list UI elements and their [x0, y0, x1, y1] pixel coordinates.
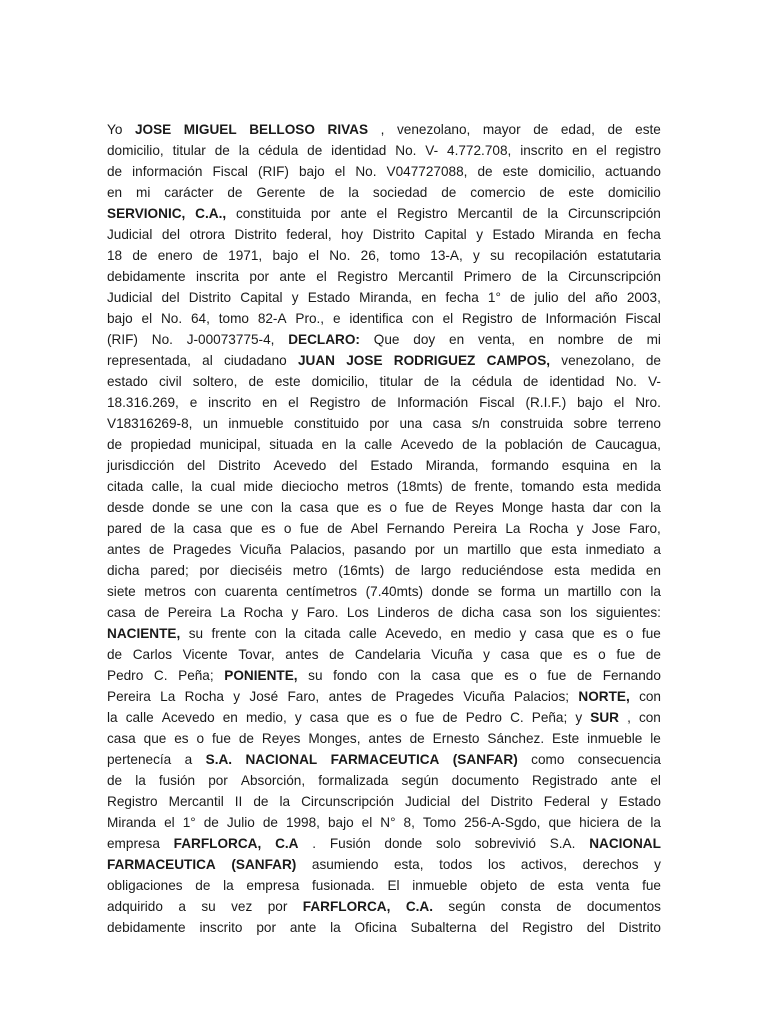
document-line: citada calle, la cual mide dieciocho metros (18mts) de frente, tomando esta medida — [107, 479, 661, 494]
document-line: pertenecía a S.A. NACIONAL FARMACEUTICA (SANFAR) como consecuencia — [107, 752, 661, 767]
document-line: NACIENTE, su frente con la citada calle Acevedo, en medio y casa que es o fue — [107, 626, 661, 641]
document-line: V18316269-8, un inmueble constituido por una casa s/n construida sobre terreno — [107, 416, 661, 431]
document-line: Yo JOSE MIGUEL BELLOSO RIVAS , venezolano, mayor de edad, de este — [107, 122, 661, 137]
document-line: de Carlos Vicente Tovar, antes de Candelaria Vicuña y casa que es o fue de — [107, 647, 661, 662]
document-line: de información Fiscal (RIF) bajo el No. V047727088, de este domicilio, actuando — [107, 164, 661, 179]
document-line: antes de Pragedes Vicuña Palacios, pasando por un martillo que esta inmediato a — [107, 542, 661, 557]
document-line: Judicial del Distrito Capital y Estado Miranda, en fecha 1° de julio del año 2003, — [107, 290, 661, 305]
document-line: debidamente inscrita por ante el Registro Mercantil Primero de la Circunscripción — [107, 269, 661, 284]
document-line: Judicial del otrora Distrito federal, hoy Distrito Capital y Estado Miranda en fecha — [107, 227, 661, 242]
document-line: bajo el No. 64, tomo 82-A Pro., e identifica con el Registro de Información Fiscal — [107, 311, 661, 326]
document-line: SERVIONIC, C.A., constituida por ante el Registro Mercantil de la Circunscripción — [107, 206, 661, 221]
document-line: casa que es o fue de Reyes Monges, antes de Ernesto Sánchez. Este inmueble le — [107, 731, 661, 746]
document-line: adquirido a su vez por FARFLORCA, C.A. según consta de documentos — [107, 899, 661, 914]
document-line: Miranda el 1° de Julio de 1998, bajo el N° 8, Tomo 256-A-Sgdo, que hiciera de la — [107, 815, 661, 830]
document-line: de la fusión por Absorción, formalizada según documento Registrado ante el — [107, 773, 661, 788]
document-line: de propiedad municipal, situada en la calle Acevedo de la población de Caucagua, — [107, 437, 661, 452]
document-line: FARMACEUTICA (SANFAR) asumiendo esta, todos los activos, derechos y — [107, 857, 661, 872]
document-line: debidamente inscrito por ante la Oficina Subalterna del Registro del Distrito — [107, 920, 661, 935]
document-line: empresa FARFLORCA, C.A . Fusión donde solo sobrevivió S.A. NACIONAL — [107, 836, 661, 851]
document-line: Pereira La Rocha y José Faro, antes de Pragedes Vicuña Palacios; NORTE, con — [107, 689, 661, 704]
document-line: estado civil soltero, de este domicilio, titular de la cédula de identidad No. V- — [107, 374, 661, 389]
document-body — [107, 119, 661, 938]
document-line: dicha pared; por dieciséis metro (16mts) de largo reduciéndose esta medida en — [107, 563, 661, 578]
document-line: jurisdicción del Distrito Acevedo del Estado Miranda, formando esquina en la — [107, 458, 661, 473]
document-line: casa de Pereira La Rocha y Faro. Los Linderos de dicha casa son los siguientes: — [107, 605, 661, 620]
document-line: desde donde se une con la casa que es o fue de Reyes Monge hasta dar con la — [107, 500, 661, 515]
document-line: 18 de enero de 1971, bajo el No. 26, tomo 13-A, y su recopilación estatutaria — [107, 248, 661, 263]
document-line: Registro Mercantil II de la Circunscripción Judicial del Distrito Federal y Estado — [107, 794, 661, 809]
document-line: obligaciones de la empresa fusionada. El inmueble objeto de esta venta fue — [107, 878, 661, 893]
document-line: representada, al ciudadano JUAN JOSE RODRIGUEZ CAMPOS, venezolano, de — [107, 353, 661, 368]
document-line: domicilio, titular de la cédula de identidad No. V- 4.772.708, inscrito en el registro — [107, 143, 661, 158]
document-line: en mi carácter de Gerente de la sociedad de comercio de este domicilio — [107, 185, 661, 200]
document-line: siete metros con cuarenta centímetros (7.40mts) donde se forma un martillo con la — [107, 584, 661, 599]
document-line: (RIF) No. J-00073775-4, DECLARO: Que doy en venta, en nombre de mi — [107, 332, 661, 347]
document-line: la calle Acevedo en medio, y casa que es o fue de Pedro C. Peña; y SUR , con — [107, 710, 661, 725]
document-line: 18.316.269, e inscrito en el Registro de Información Fiscal (R.I.F.) bajo el Nro. — [107, 395, 661, 410]
document-line: Pedro C. Peña; PONIENTE, su fondo con la casa que es o fue de Fernando — [107, 668, 661, 683]
document-line: pared de la casa que es o fue de Abel Fernando Pereira La Rocha y Jose Faro, — [107, 521, 661, 536]
